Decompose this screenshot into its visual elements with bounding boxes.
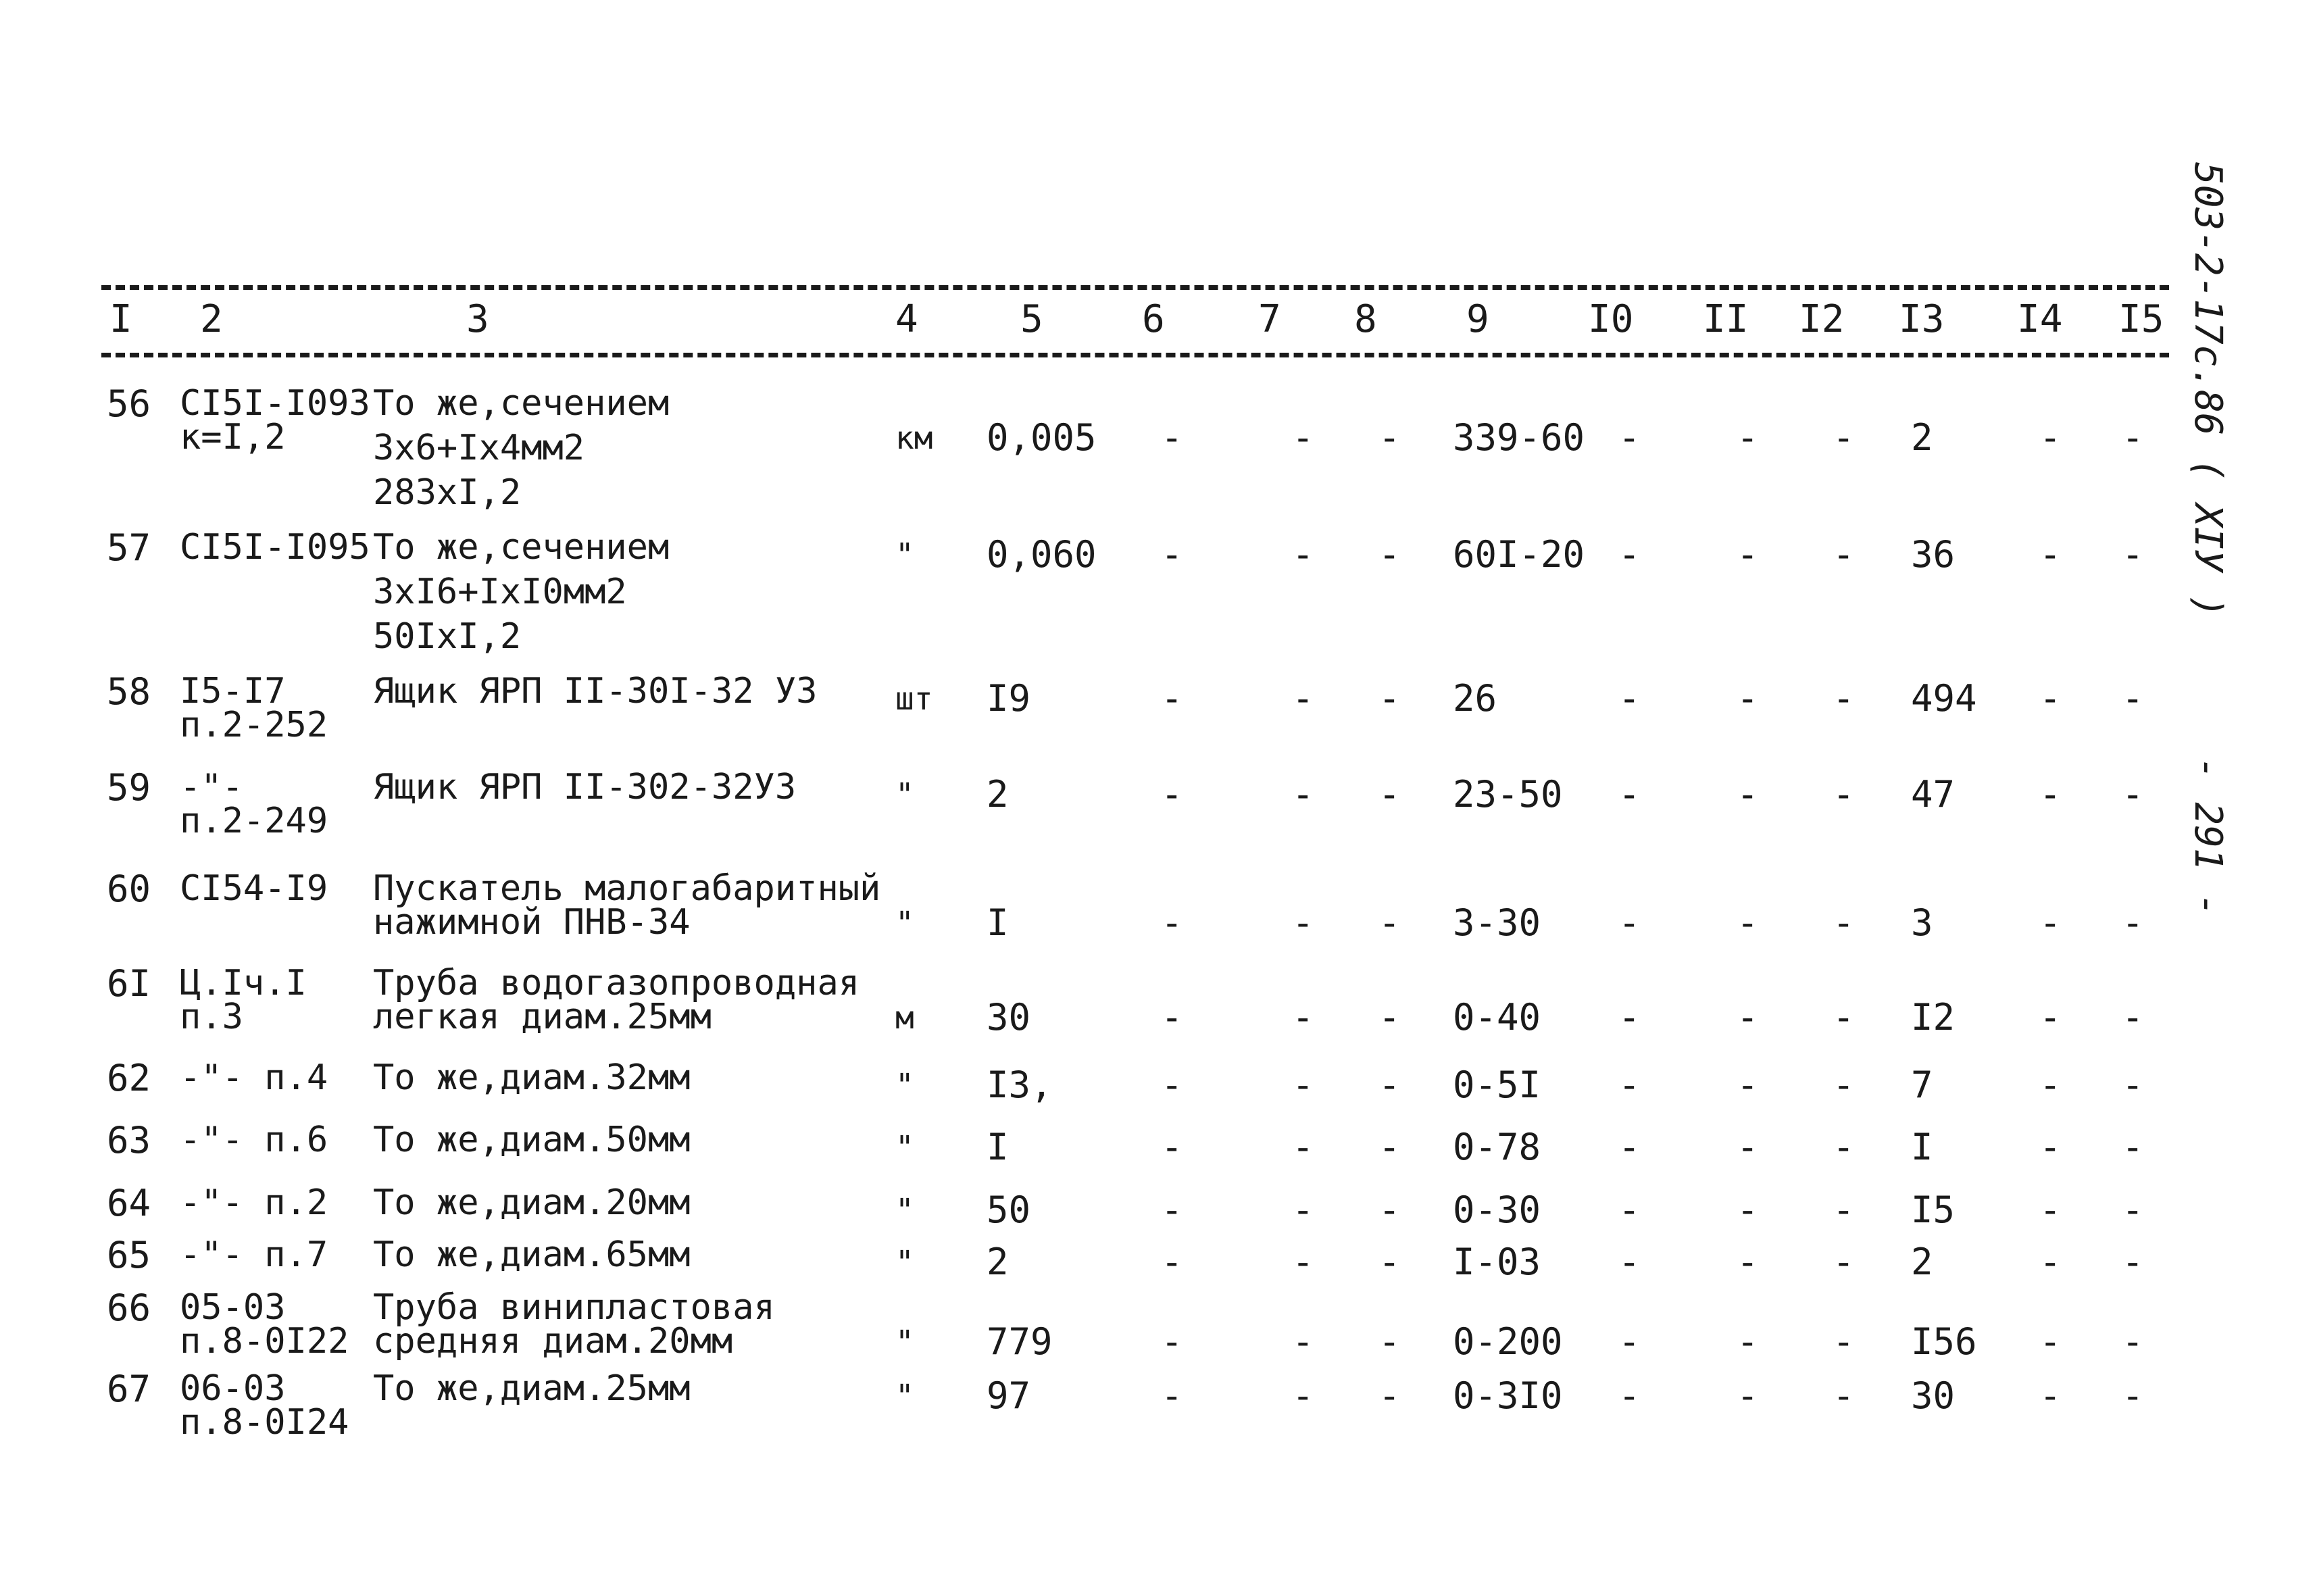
cell-c5: 50 xyxy=(987,1189,1031,1231)
cell-c4: " xyxy=(895,776,914,813)
cell-c10: - xyxy=(1618,1126,1641,1168)
cell-c10: - xyxy=(1618,1374,1641,1417)
cell-c12: - xyxy=(1833,1374,1855,1417)
cell-c9: 0-78 xyxy=(1453,1126,1541,1168)
cell-c7: - xyxy=(1292,1126,1314,1168)
cell-c2: -"- xyxy=(180,767,243,807)
column-header-13: I3 xyxy=(1899,297,1945,341)
cell-c2: I5-I7 xyxy=(180,671,286,712)
cell-c1: 60 xyxy=(107,868,151,910)
cell-c9: 3-30 xyxy=(1453,901,1541,944)
cell-c7: - xyxy=(1292,1320,1314,1363)
cell-c6: - xyxy=(1161,416,1183,459)
cell-c11: - xyxy=(1737,996,1759,1039)
cell-c5: 2 xyxy=(987,773,1009,816)
cell-c8: - xyxy=(1378,996,1401,1039)
cell-c12: - xyxy=(1833,1126,1855,1168)
cell-c2: п.8-0I24 xyxy=(180,1402,349,1443)
cell-c6: - xyxy=(1161,1126,1183,1168)
cell-c4: " xyxy=(895,905,914,941)
cell-c8: - xyxy=(1378,677,1401,720)
cell-c6: - xyxy=(1161,533,1183,576)
cell-c7: - xyxy=(1292,677,1314,720)
cell-c7: - xyxy=(1292,1064,1314,1106)
cell-c12: - xyxy=(1833,1189,1855,1231)
column-header-12: I2 xyxy=(1799,297,1845,341)
column-header-14: I4 xyxy=(2017,297,2063,341)
cell-c12: - xyxy=(1833,677,1855,720)
page-number: - 291 - xyxy=(2186,757,2230,917)
cell-c2: CI5I-I093 xyxy=(180,383,370,424)
cell-c13: 36 xyxy=(1911,533,1956,576)
cell-c2: -"- п.6 xyxy=(180,1120,328,1160)
cell-c11: - xyxy=(1737,677,1759,720)
cell-c14: - xyxy=(2039,1126,2062,1168)
cell-c13: 7 xyxy=(1911,1064,1933,1106)
cell-c3: То же,сечением xyxy=(373,527,670,568)
cell-c14: - xyxy=(2039,773,2062,816)
cell-c15: - xyxy=(2122,1374,2144,1417)
cell-c15: - xyxy=(2122,1320,2144,1363)
cell-c6: - xyxy=(1161,996,1183,1039)
cell-c1: 58 xyxy=(107,670,151,713)
cell-c10: - xyxy=(1618,1241,1641,1283)
cell-c13: I56 xyxy=(1911,1320,1977,1363)
cell-c10: - xyxy=(1618,1064,1641,1106)
cell-c3: нажимной ПНВ-34 xyxy=(373,902,691,943)
cell-c6: - xyxy=(1161,901,1183,944)
cell-c2: п.2-249 xyxy=(180,801,328,841)
cell-c5: 2 xyxy=(987,1241,1009,1283)
cell-c10: - xyxy=(1618,996,1641,1039)
cell-c8: - xyxy=(1378,1064,1401,1106)
column-header-9: 9 xyxy=(1466,297,1489,341)
cell-c15: - xyxy=(2122,677,2144,720)
cell-c2: п.2-252 xyxy=(180,705,328,745)
cell-c2: п.8-0I22 xyxy=(180,1321,349,1362)
cell-c7: - xyxy=(1292,533,1314,576)
cell-c5: 30 xyxy=(987,996,1031,1039)
cell-c5: I3, xyxy=(987,1064,1053,1106)
cell-c5: I xyxy=(987,1126,1009,1168)
cell-c13: 2 xyxy=(1911,416,1933,459)
cell-c2: Ц.Iч.I xyxy=(180,963,307,1003)
cell-c13: 30 xyxy=(1911,1374,1956,1417)
cell-c1: 66 xyxy=(107,1287,151,1329)
cell-c8: - xyxy=(1378,773,1401,816)
cell-c6: - xyxy=(1161,677,1183,720)
cell-c15: - xyxy=(2122,1126,2144,1168)
column-header-3: 3 xyxy=(466,297,489,341)
cell-c4: м xyxy=(895,999,914,1036)
cell-c5: I xyxy=(987,901,1009,944)
cell-c7: - xyxy=(1292,1241,1314,1283)
cell-c10: - xyxy=(1618,1320,1641,1363)
cell-c14: - xyxy=(2039,1064,2062,1106)
cell-c3: То же,диам.25мм xyxy=(373,1368,691,1409)
cell-c3: Пускатель малогабаритный xyxy=(373,868,881,909)
cell-c2: -"- п.4 xyxy=(180,1057,328,1098)
cell-c8: - xyxy=(1378,416,1401,459)
cell-c12: - xyxy=(1833,1241,1855,1283)
cell-c11: - xyxy=(1737,1241,1759,1283)
cell-c1: 57 xyxy=(107,526,151,569)
cell-c10: - xyxy=(1618,773,1641,816)
cell-c6: - xyxy=(1161,1241,1183,1283)
cell-c7: - xyxy=(1292,1374,1314,1417)
cell-c12: - xyxy=(1833,1064,1855,1106)
cell-c3: 50IхI,2 xyxy=(373,616,522,657)
cell-c4: " xyxy=(895,537,914,573)
cell-c10: - xyxy=(1618,677,1641,720)
cell-c14: - xyxy=(2039,416,2062,459)
cell-c2: CI5I-I095 xyxy=(180,527,370,568)
cell-c5: 779 xyxy=(987,1320,1053,1363)
cell-c12: - xyxy=(1833,996,1855,1039)
column-header-8: 8 xyxy=(1354,297,1377,341)
cell-c15: - xyxy=(2122,996,2144,1039)
cell-c3: То же,диам.20мм xyxy=(373,1182,691,1223)
header-top-rule xyxy=(101,285,2169,290)
cell-c3: 283хI,2 xyxy=(373,472,522,513)
cell-c14: - xyxy=(2039,533,2062,576)
cell-c9: 339-60 xyxy=(1453,416,1585,459)
cell-c11: - xyxy=(1737,901,1759,944)
cell-c8: - xyxy=(1378,1374,1401,1417)
cell-c7: - xyxy=(1292,416,1314,459)
cell-c14: - xyxy=(2039,901,2062,944)
cell-c6: - xyxy=(1161,773,1183,816)
cell-c7: - xyxy=(1292,996,1314,1039)
cell-c8: - xyxy=(1378,1189,1401,1231)
cell-c7: - xyxy=(1292,773,1314,816)
cell-c10: - xyxy=(1618,1189,1641,1231)
cell-c14: - xyxy=(2039,1189,2062,1231)
cell-c10: - xyxy=(1618,901,1641,944)
cell-c7: - xyxy=(1292,1189,1314,1231)
cell-c9: I-03 xyxy=(1453,1241,1541,1283)
cell-c15: - xyxy=(2122,901,2144,944)
cell-c15: - xyxy=(2122,1064,2144,1106)
cell-c4: " xyxy=(895,1244,914,1280)
cell-c11: - xyxy=(1737,1320,1759,1363)
cell-c5: 97 xyxy=(987,1374,1031,1417)
cell-c13: 3 xyxy=(1911,901,1933,944)
column-header-5: 5 xyxy=(1020,297,1043,341)
cell-c12: - xyxy=(1833,533,1855,576)
cell-c11: - xyxy=(1737,533,1759,576)
cell-c8: - xyxy=(1378,901,1401,944)
cell-c3: То же,диам.65мм xyxy=(373,1235,691,1275)
cell-c2: CI54-I9 xyxy=(180,868,328,909)
cell-c9: 0-5I xyxy=(1453,1064,1541,1106)
cell-c14: - xyxy=(2039,1320,2062,1363)
cell-c4: км xyxy=(895,420,933,456)
cell-c15: - xyxy=(2122,773,2144,816)
cell-c9: 23-50 xyxy=(1453,773,1563,816)
cell-c3: Ящик ЯРП II-30I-32 У3 xyxy=(373,671,818,712)
cell-c13: I5 xyxy=(1911,1189,1956,1231)
column-header-7: 7 xyxy=(1258,297,1281,341)
cell-c9: 26 xyxy=(1453,677,1497,720)
cell-c6: - xyxy=(1161,1064,1183,1106)
column-header-1: I xyxy=(109,297,132,341)
cell-c10: - xyxy=(1618,416,1641,459)
cell-c15: - xyxy=(2122,1189,2144,1231)
document-code-stamp: 503-2-17с.86 ( XIУ ) xyxy=(2186,162,2230,618)
cell-c1: 62 xyxy=(107,1057,151,1099)
cell-c13: 2 xyxy=(1911,1241,1933,1283)
cell-c7: - xyxy=(1292,901,1314,944)
cell-c3: легкая диам.25мм xyxy=(373,997,712,1037)
cell-c6: - xyxy=(1161,1189,1183,1231)
cell-c4: шт xyxy=(895,680,933,717)
cell-c1: 6I xyxy=(107,962,151,1005)
cell-c1: 64 xyxy=(107,1182,151,1224)
cell-c2: -"- п.7 xyxy=(180,1235,328,1275)
cell-c1: 67 xyxy=(107,1368,151,1410)
cell-c8: - xyxy=(1378,1320,1401,1363)
cell-c11: - xyxy=(1737,773,1759,816)
cell-c2: п.3 xyxy=(180,997,243,1037)
cell-c4: " xyxy=(895,1324,914,1360)
header-bottom-rule xyxy=(101,353,2169,357)
cell-c5: 0,005 xyxy=(987,416,1097,459)
column-header-6: 6 xyxy=(1142,297,1165,341)
cell-c1: 63 xyxy=(107,1119,151,1162)
cell-c4: " xyxy=(895,1067,914,1103)
cell-c12: - xyxy=(1833,416,1855,459)
cell-c15: - xyxy=(2122,1241,2144,1283)
cell-c14: - xyxy=(2039,1374,2062,1417)
cell-c3: То же,диам.32мм xyxy=(373,1057,691,1098)
cell-c12: - xyxy=(1833,1320,1855,1363)
cell-c1: 65 xyxy=(107,1234,151,1276)
cell-c3: 3хI6+IхI0мм2 xyxy=(373,572,627,612)
cell-c11: - xyxy=(1737,1374,1759,1417)
cell-c8: - xyxy=(1378,1126,1401,1168)
cell-c4: " xyxy=(895,1192,914,1228)
cell-c13: I2 xyxy=(1911,996,1956,1039)
cell-c4: " xyxy=(895,1129,914,1166)
cell-c6: - xyxy=(1161,1320,1183,1363)
cell-c11: - xyxy=(1737,1064,1759,1106)
cell-c11: - xyxy=(1737,1126,1759,1168)
cell-c5: I9 xyxy=(987,677,1031,720)
cell-c12: - xyxy=(1833,901,1855,944)
cell-c3: То же,сечением xyxy=(373,383,670,424)
cell-c9: 0-40 xyxy=(1453,996,1541,1039)
cell-c8: - xyxy=(1378,533,1401,576)
cell-c2: к=I,2 xyxy=(180,417,286,457)
column-header-2: 2 xyxy=(200,297,223,341)
cell-c11: - xyxy=(1737,416,1759,459)
cell-c3: То же,диам.50мм xyxy=(373,1120,691,1160)
column-header-15: I5 xyxy=(2118,297,2164,341)
cell-c6: - xyxy=(1161,1374,1183,1417)
cell-c3: средняя диам.20мм xyxy=(373,1321,733,1362)
cell-c13: 47 xyxy=(1911,773,1956,816)
cell-c15: - xyxy=(2122,533,2144,576)
cell-c9: 0-200 xyxy=(1453,1320,1563,1363)
cell-c12: - xyxy=(1833,773,1855,816)
cell-c14: - xyxy=(2039,1241,2062,1283)
cell-c3: 3х6+Iх4мм2 xyxy=(373,428,585,468)
cell-c5: 0,060 xyxy=(987,533,1097,576)
cell-c2: 06-03 xyxy=(180,1368,286,1409)
cell-c13: 494 xyxy=(1911,677,1977,720)
column-header-11: II xyxy=(1703,297,1749,341)
cell-c1: 56 xyxy=(107,382,151,425)
cell-c9: 60I-20 xyxy=(1453,533,1585,576)
cell-c14: - xyxy=(2039,996,2062,1039)
cell-c15: - xyxy=(2122,416,2144,459)
cell-c11: - xyxy=(1737,1189,1759,1231)
cell-c3: Ящик ЯРП II-302-32У3 xyxy=(373,767,797,807)
cell-c4: " xyxy=(895,1378,914,1414)
cell-c10: - xyxy=(1618,533,1641,576)
cell-c2: -"- п.2 xyxy=(180,1182,328,1223)
cell-c14: - xyxy=(2039,677,2062,720)
cell-c2: 05-03 xyxy=(180,1287,286,1328)
column-header-10: I0 xyxy=(1588,297,1634,341)
column-header-4: 4 xyxy=(895,297,918,341)
cell-c1: 59 xyxy=(107,766,151,809)
cell-c13: I xyxy=(1911,1126,1933,1168)
cell-c9: 0-30 xyxy=(1453,1189,1541,1231)
cell-c9: 0-3I0 xyxy=(1453,1374,1563,1417)
cell-c8: - xyxy=(1378,1241,1401,1283)
cell-c3: Труба винипластовая xyxy=(373,1287,775,1328)
cell-c3: Труба водогазопроводная xyxy=(373,963,860,1003)
